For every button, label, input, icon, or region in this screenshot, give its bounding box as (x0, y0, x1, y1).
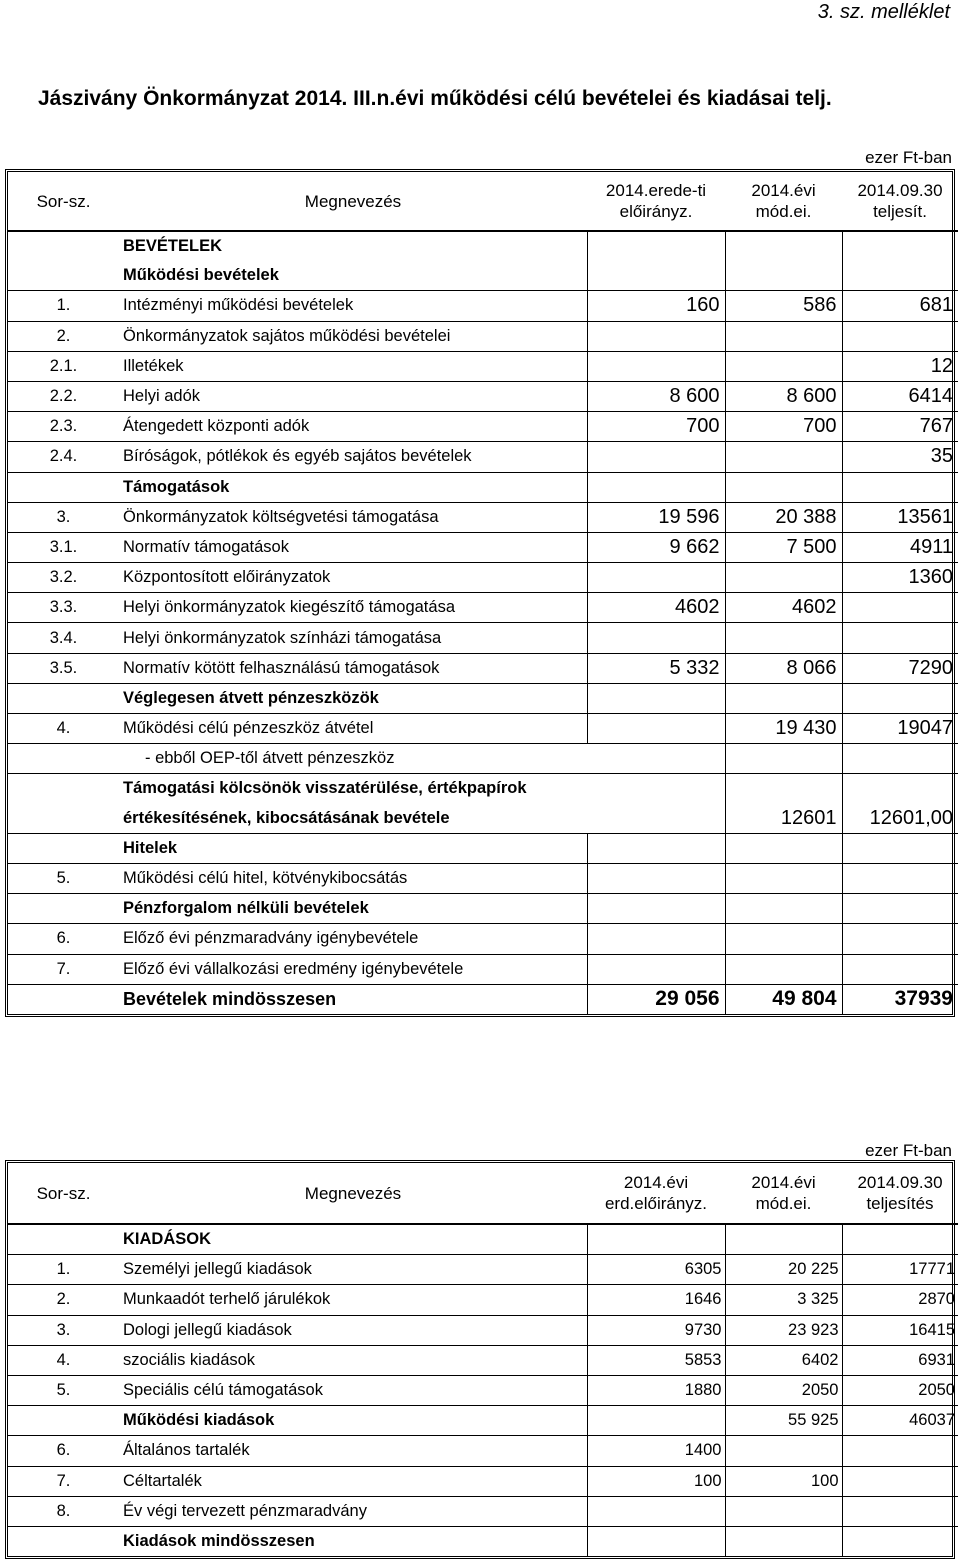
row-value-col2: 49 804 (725, 984, 842, 1014)
revenue-row (8, 863, 958, 893)
expense-table (5, 1160, 955, 1559)
row-name: Támogatások (119, 472, 587, 502)
row-name: Dologi jellegű kiadások (119, 1315, 587, 1345)
row-value-col1: 6305 (587, 1255, 725, 1285)
row-value-col1: 5853 (587, 1345, 725, 1375)
row-sor (8, 833, 119, 863)
row-value-col2 (725, 351, 842, 381)
row-sor: 2. (8, 1285, 119, 1315)
row-name: Működési kiadások (119, 1406, 587, 1436)
row-value-col2: 23 923 (725, 1315, 842, 1345)
row-value-col2: 55 925 (725, 1406, 842, 1436)
revenue-row (8, 472, 958, 502)
row-name: értékesítésének, kibocsátásának bevétele (123, 808, 450, 827)
row-name: Központosított előirányzatok (119, 563, 587, 593)
row-name: Általános tartalék (119, 1436, 587, 1466)
row-name: Helyi önkormányzatok színházi támogatása (119, 623, 587, 653)
expense-row (8, 1345, 958, 1375)
revenue-row (8, 653, 958, 683)
row-value-col3: 35 (842, 442, 958, 472)
expense-row (8, 1375, 958, 1405)
row-value-col3 (842, 833, 958, 863)
header-sor: Sor-sz. (36, 1183, 91, 1203)
revenue-row (8, 804, 958, 834)
row-name: Illetékek (119, 351, 587, 381)
header-name: Megnevezés (304, 1183, 402, 1203)
row-value-col3: 2870 (842, 1285, 958, 1315)
revenue-row (8, 744, 958, 774)
row-value-col2 (725, 1526, 842, 1556)
row-value-col1: 8 600 (587, 381, 725, 411)
revenue-row (8, 532, 958, 562)
row-value-col2: 4602 (725, 593, 842, 623)
row-value-col3: 6931 (842, 1345, 958, 1375)
row-name: szociális kiadások (119, 1345, 587, 1375)
revenue-unit-label: ezer Ft-ban (865, 148, 952, 167)
revenue-row (8, 683, 958, 713)
row-value-col2: 6402 (725, 1345, 842, 1375)
row-sor: 8. (8, 1496, 119, 1526)
row-value-col2 (725, 442, 842, 472)
row-name: Munkaadót terhelő járulékok (119, 1285, 587, 1315)
row-sor: 7. (8, 1466, 119, 1496)
row-name: Céltartalék (119, 1466, 587, 1496)
row-name: Előző évi pénzmaradvány igénybevétele (119, 924, 587, 954)
row-name: Kiadások mindösszesen (119, 1526, 587, 1556)
revenue-row (8, 321, 958, 351)
header-col3-line2: teljesítés (866, 1194, 934, 1213)
header-sor: Sor-sz. (36, 191, 91, 211)
row-name: Működési célú hitel, kötvénykibocsátás (119, 863, 587, 893)
revenue-row (8, 774, 958, 804)
row-name: Támogatási kölcsönök visszatérülése, értékpapírok (119, 774, 587, 804)
row-sor: 6. (8, 1436, 119, 1466)
row-sor: 3. (8, 502, 119, 532)
row-value-col1 (587, 1526, 725, 1556)
row-name: Átengedett központi adók (119, 412, 587, 442)
row-sor (8, 984, 119, 1014)
row-value-col3 (842, 954, 958, 984)
header-col2-line1: 2014.évi (751, 1173, 816, 1192)
header-col3-line1: 2014.09.30 (857, 181, 943, 200)
revenue-table (5, 169, 955, 1017)
revenue-row (8, 412, 958, 442)
expense-row (8, 1285, 958, 1315)
row-value-col3: 767 (842, 412, 958, 442)
row-value-col3 (842, 1496, 958, 1526)
row-value-col2 (725, 261, 842, 291)
revenue-row (8, 924, 958, 954)
revenue-row (8, 623, 958, 653)
expense-unit-label: ezer Ft-ban (865, 1141, 952, 1160)
row-value-col1: 160 (587, 291, 725, 321)
row-value-col1 (587, 472, 725, 502)
row-value-col2 (725, 954, 842, 984)
header-col2 (725, 172, 842, 231)
row-value-col1 (587, 714, 725, 744)
revenue-row (8, 381, 958, 411)
row-value-col1: 1400 (587, 1436, 725, 1466)
row-sor (8, 261, 119, 291)
revenue-row (8, 291, 958, 321)
revenue-row (8, 833, 958, 863)
row-value-col2 (725, 1224, 842, 1255)
row-value-col3: 46037 (842, 1406, 958, 1436)
row-value-col3: 1360 (842, 563, 958, 593)
revenue-row (8, 593, 958, 623)
revenue-row (8, 563, 958, 593)
row-name: Bíróságok, pótlékok és egyéb sajátos bevételek (119, 442, 587, 472)
row-name: Hitelek (119, 833, 587, 863)
revenue-row (8, 231, 958, 261)
row-value-col1 (587, 321, 725, 351)
row-value-col2: 20 225 (725, 1255, 842, 1285)
row-sor (8, 1224, 119, 1255)
row-value-col2 (725, 1496, 842, 1526)
row-sor (8, 683, 119, 713)
row-sor (8, 894, 119, 924)
row-value-col3 (842, 744, 958, 774)
row-value-col2 (725, 774, 842, 804)
row-name: Működési célú pénzeszköz átvétel (119, 714, 587, 744)
row-sor (8, 472, 119, 502)
revenue-row (8, 954, 958, 984)
row-value-col3: 12601,00 (842, 804, 958, 834)
row-value-col1 (587, 442, 725, 472)
row-value-col2: 3 325 (725, 1285, 842, 1315)
header-col1 (587, 1163, 725, 1224)
row-value-col3: 12 (842, 351, 958, 381)
row-sor (8, 774, 119, 804)
header-col1-line2: erd.előirányz. (604, 1194, 708, 1213)
row-value-col3 (842, 683, 958, 713)
row-sor (8, 804, 119, 834)
row-name: Normatív támogatások (119, 532, 587, 562)
row-sor: 2.3. (8, 412, 119, 442)
row-value-col1 (587, 804, 725, 834)
revenue-row (8, 984, 958, 1014)
expense-row (8, 1496, 958, 1526)
row-sor: 4. (8, 1345, 119, 1375)
row-value-col2 (725, 683, 842, 713)
row-name: - ebből OEP-től átvett pénzeszköz (119, 744, 587, 774)
row-name: Helyi önkormányzatok kiegészítő támogatása (119, 593, 587, 623)
row-name: Önkormányzatok költségvetési támogatása (119, 502, 587, 532)
header-col1 (587, 172, 725, 231)
revenue-row (8, 351, 958, 381)
row-value-col2: 8 600 (725, 381, 842, 411)
row-value-col3: 17771 (842, 1255, 958, 1285)
row-value-col3 (842, 1466, 958, 1496)
header-col3-line2: teljesít. (873, 202, 927, 221)
row-sor: 3. (8, 1315, 119, 1345)
header-col1-line1: 2014.erede-ti (605, 181, 707, 200)
row-value-col3: 19047 (842, 714, 958, 744)
row-value-col3 (842, 321, 958, 351)
row-value-col1 (587, 623, 725, 653)
row-value-col1 (587, 683, 725, 713)
row-value-col1 (587, 1406, 725, 1436)
row-value-col3: 6414 (842, 381, 958, 411)
row-value-col2: 12601 (725, 804, 842, 834)
row-value-col2 (725, 894, 842, 924)
row-value-col1 (587, 774, 725, 804)
row-value-col3: 7290 (842, 653, 958, 683)
row-name: Pénzforgalom nélküli bevételek (119, 894, 587, 924)
annex-label: 3. sz. melléklet (817, 1, 950, 23)
header-col1-line2: előirányz. (619, 202, 693, 221)
row-value-col1: 1880 (587, 1375, 725, 1405)
row-value-col2: 19 430 (725, 714, 842, 744)
row-value-col3: 2050 (842, 1375, 958, 1405)
revenue-row (8, 502, 958, 532)
page-title: Jászivány Önkormányzat 2014. III.n.évi működési célú bevételei és kiadásai telj. (38, 87, 832, 110)
row-value-col2 (725, 563, 842, 593)
row-sor: 4. (8, 714, 119, 744)
row-name: Speciális célú támogatások (119, 1375, 587, 1405)
row-name: Véglegesen átvett pénzeszközök (119, 683, 587, 713)
row-value-col1: 700 (587, 412, 725, 442)
revenue-header-row (8, 172, 958, 231)
row-value-col1 (587, 954, 725, 984)
row-sor: 3.1. (8, 532, 119, 562)
row-value-col1 (587, 1496, 725, 1526)
row-name: Intézményi működési bevételek (119, 291, 587, 321)
row-value-col2 (725, 231, 842, 261)
row-value-col3 (842, 894, 958, 924)
row-value-col1: 100 (587, 1466, 725, 1496)
row-value-col3 (842, 924, 958, 954)
row-value-col2: 2050 (725, 1375, 842, 1405)
row-value-col1: 9 662 (587, 532, 725, 562)
row-sor: 3.4. (8, 623, 119, 653)
row-value-col3: 4911 (842, 532, 958, 562)
row-value-col3 (842, 472, 958, 502)
row-value-col3 (842, 593, 958, 623)
row-value-col1: 19 596 (587, 502, 725, 532)
row-name: Normatív kötött felhasználású támogatások (119, 653, 587, 683)
header-col3 (842, 172, 958, 231)
row-value-col1 (587, 744, 725, 774)
header-col2-line2: mód.ei. (755, 202, 812, 221)
revenue-row (8, 442, 958, 472)
row-value-col1 (587, 351, 725, 381)
row-value-col2: 586 (725, 291, 842, 321)
row-value-col3 (842, 863, 958, 893)
row-sor (8, 744, 119, 774)
row-value-col2 (725, 623, 842, 653)
row-sor (8, 1526, 119, 1556)
row-value-col3: 681 (842, 291, 958, 321)
row-sor: 2.2. (8, 381, 119, 411)
row-value-col1 (587, 894, 725, 924)
row-sor (8, 1406, 119, 1436)
revenue-row (8, 714, 958, 744)
row-value-col3: 13561 (842, 502, 958, 532)
row-value-col2 (725, 744, 842, 774)
row-name: Személyi jellegű kiadások (119, 1255, 587, 1285)
header-col2-line2: mód.ei. (755, 1194, 812, 1213)
row-sor: 2.4. (8, 442, 119, 472)
header-col2-line1: 2014.évi (751, 181, 816, 200)
row-sor: 3.2. (8, 563, 119, 593)
row-value-col3 (842, 261, 958, 291)
expense-row (8, 1406, 958, 1436)
revenue-row (8, 261, 958, 291)
row-name: Működési bevételek (123, 266, 279, 285)
row-value-col2 (725, 472, 842, 502)
row-name: BEVÉTELEK (119, 231, 587, 261)
row-value-col2: 20 388 (725, 502, 842, 532)
row-value-col2 (725, 863, 842, 893)
row-name: Helyi adók (119, 381, 587, 411)
row-sor (8, 231, 119, 261)
header-col1-line1: 2014.évi (623, 1173, 689, 1192)
row-sor: 1. (8, 291, 119, 321)
row-sor: 3.3. (8, 593, 119, 623)
row-name: Előző évi vállalkozási eredmény igénybevétele (119, 954, 587, 984)
row-sor: 6. (8, 924, 119, 954)
expense-row (8, 1255, 958, 1285)
expense-row (8, 1526, 958, 1556)
row-name: KIADÁSOK (119, 1224, 587, 1255)
row-value-col3 (842, 231, 958, 261)
row-name: Bevételek mindösszesen (119, 984, 587, 1014)
row-sor: 5. (8, 1375, 119, 1405)
row-value-col1: 29 056 (587, 984, 725, 1014)
row-sor: 2.1. (8, 351, 119, 381)
row-value-col1 (587, 261, 725, 291)
row-value-col3 (842, 1436, 958, 1466)
row-name: Év végi tervezett pénzmaradvány (119, 1496, 587, 1526)
header-col2 (725, 1163, 842, 1224)
row-value-col3: 16415 (842, 1315, 958, 1345)
row-value-col2: 8 066 (725, 653, 842, 683)
row-value-col2: 700 (725, 412, 842, 442)
row-value-col1 (587, 563, 725, 593)
row-value-col3 (842, 1526, 958, 1556)
row-value-col1: 1646 (587, 1285, 725, 1315)
row-sor: 1. (8, 1255, 119, 1285)
expense-row (8, 1436, 958, 1466)
row-value-col2 (725, 833, 842, 863)
row-value-col2: 7 500 (725, 532, 842, 562)
row-value-col1 (587, 833, 725, 863)
row-value-col2 (725, 924, 842, 954)
row-sor: 7. (8, 954, 119, 984)
expense-row (8, 1224, 958, 1255)
row-sor: 3.5. (8, 653, 119, 683)
row-value-col1: 9730 (587, 1315, 725, 1345)
expense-header-row (8, 1163, 958, 1224)
header-name: Megnevezés (304, 191, 402, 211)
row-value-col1: 5 332 (587, 653, 725, 683)
header-col3-line1: 2014.09.30 (857, 1173, 943, 1192)
row-value-col1 (587, 231, 725, 261)
row-value-col2 (725, 321, 842, 351)
row-value-col1 (587, 1224, 725, 1255)
row-value-col2: 100 (725, 1466, 842, 1496)
row-value-col1 (587, 924, 725, 954)
header-col3 (842, 1163, 958, 1224)
row-value-col3: 37939 (842, 984, 958, 1014)
row-value-col3 (842, 1224, 958, 1255)
row-sor: 5. (8, 863, 119, 893)
row-value-col3 (842, 623, 958, 653)
row-value-col1: 4602 (587, 593, 725, 623)
row-sor: 2. (8, 321, 119, 351)
revenue-row (8, 894, 958, 924)
expense-row (8, 1315, 958, 1345)
expense-row (8, 1466, 958, 1496)
row-value-col3 (842, 774, 958, 804)
row-name: Önkormányzatok sajátos működési bevételei (119, 321, 587, 351)
row-value-col2 (725, 1436, 842, 1466)
row-value-col1 (587, 863, 725, 893)
